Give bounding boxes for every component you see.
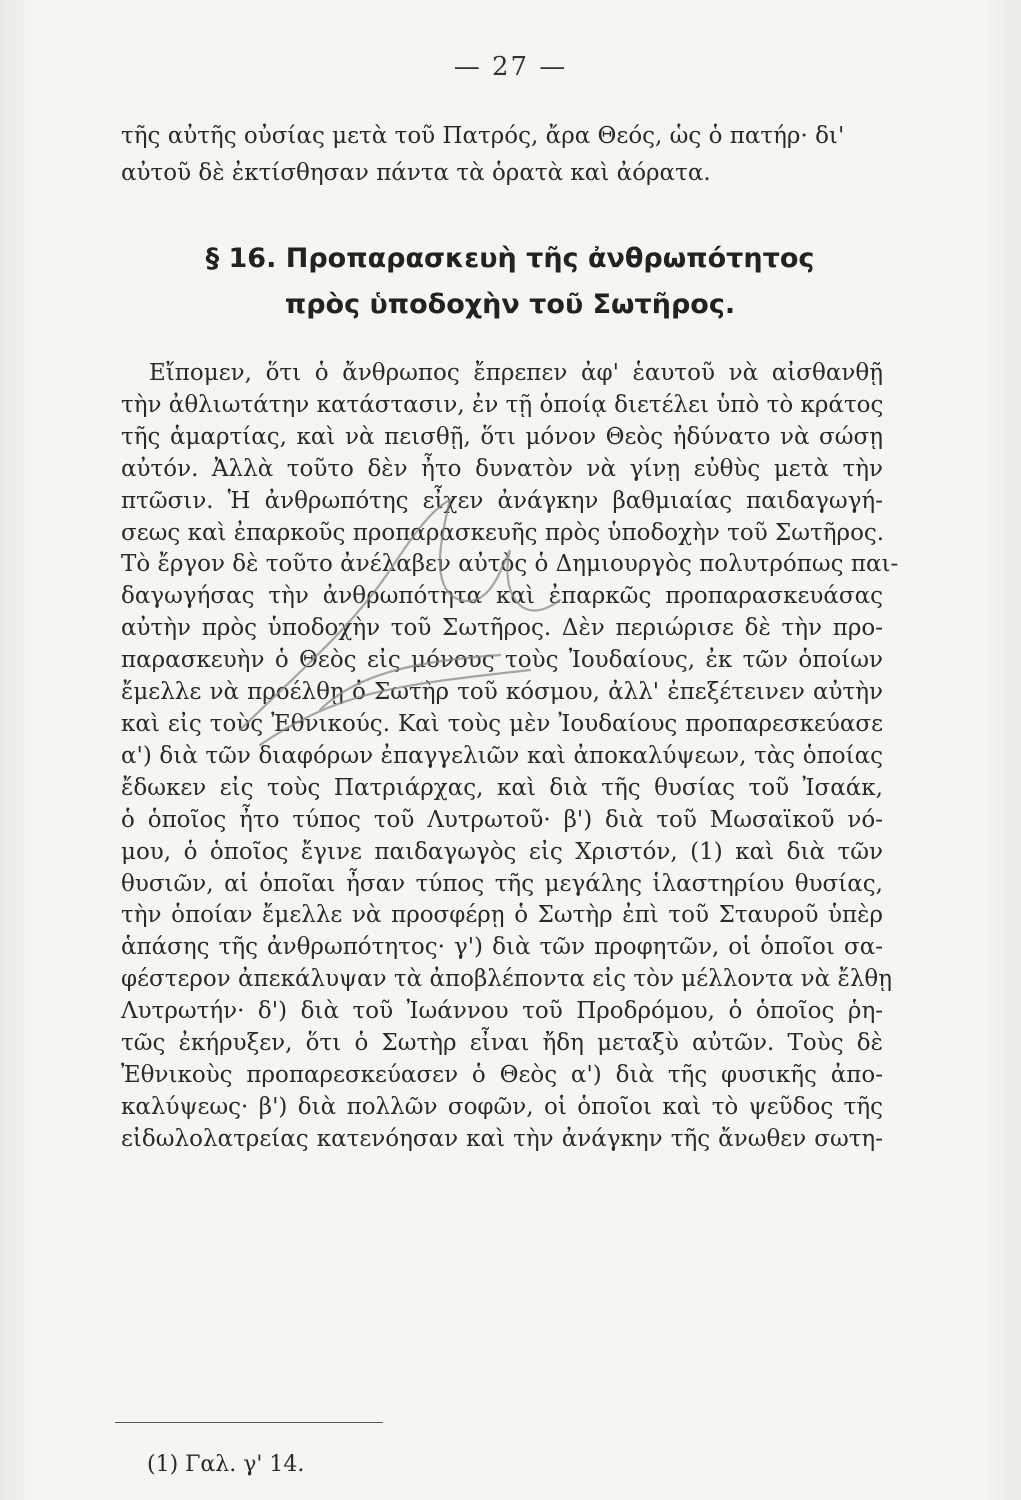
text-line: τὴν ὁποίαν ἔμελλε νὰ προσφέρῃ ὁ Σωτὴρ ἐπὶ τοῦ Σταυροῦ ὑπὲρ — [121, 902, 883, 929]
section-heading — [140, 236, 880, 328]
text-line: καλύψεως· β') διὰ πολλῶν σοφῶν, οἱ ὁποῖοι καὶ τὸ ψεῦδος τῆς — [121, 1093, 883, 1120]
text-line: φέστερον ἀπεκάλυψαν τὰ ἀποβλέποντα εἰς τὸν μέλλοντα νὰ ἔλθῃ — [121, 966, 893, 993]
text-line: Ἐθνικοὺς προπαρεσκεύασεν ὁ Θεὸς α') διὰ τῆς φυσικῆς ἀπο- — [121, 1061, 883, 1088]
body-paragraph — [121, 358, 899, 1156]
text-line: Λυτρωτήν· δ') διὰ τοῦ Ἰωάννου τοῦ Προδρόμου, ὁ ὁποῖος ῥη- — [121, 998, 883, 1025]
text-line: παρασκευὴν ὁ Θεὸς εἰς μόνους τοὺς Ἰουδαίους, ἐκ τῶν ὁποίων — [121, 647, 883, 674]
text-line: θυσιῶν, αἱ ὁποῖαι ἦσαν τύπος τῆς μεγάλης ἱλαστηρίου θυσίας, — [121, 870, 883, 897]
text-line: τῶς ἐκήρυξεν, ὅτι ὁ Σωτὴρ εἶναι ἤδη μεταξὺ αὐτῶν. Τοὺς δὲ — [121, 1030, 883, 1057]
text-line: ἁπάσης τῆς ἀνθρωπότητος· γ') διὰ τῶν προφητῶν, οἱ ὁποῖοι σα- — [121, 934, 883, 961]
text-line: μου, ὁ ὁποῖος ἔγινε παιδαγωγὸς εἰς Χριστόν, (1) καὶ διὰ τῶν — [121, 838, 883, 865]
text-line: Εἴπομεν, ὅτι ὁ ἄνθρωπος ἔπρεπεν ἀφ' ἑαυτοῦ νὰ αἰσθανθῇ — [149, 360, 883, 386]
text-line: πτῶσιν. Ἡ ἀνθρωπότης εἶχεν ἀνάγκην βαθμιαίας παιδαγωγή- — [121, 487, 883, 514]
footnote-divider — [115, 1422, 383, 1423]
section-heading-line-2: πρὸς ὑποδοχὴν τοῦ Σωτῆρος. — [284, 289, 736, 320]
text-line: ὁ ὁποῖος ἦτο τύπος τοῦ Λυτρωτοῦ· β') διὰ τοῦ Μωσαϊκοῦ νό- — [121, 806, 883, 833]
text-line: δαγωγήσας τὴν ἀνθρωπότητα καὶ ἐπαρκῶς προπαρασκευάσας — [121, 583, 883, 610]
footnote: (1) Γαλ. γ' 14. — [147, 1452, 305, 1477]
text-line: τῆς αὐτῆς οὐσίας μετὰ τοῦ Πατρός, ἄρα Θεός, ὡς ὁ πατήρ· δι' — [121, 123, 845, 149]
section-heading-line-1: § 16. Προπαρασκευὴ τῆς ἀνθρωπότητος — [205, 243, 815, 274]
text-line: εἰδωλολατρείας κατενόησαν καὶ τὴν ἀνάγκην τῆς ἄνωθεν σωτη- — [121, 1125, 883, 1152]
page-number: — 27 — — [453, 52, 568, 82]
text-line: α') διὰ τῶν διαφόρων ἐπαγγελιῶν καὶ ἀποκαλύψεων, τὰς ὁποίας — [121, 742, 883, 769]
text-line: αὐτοῦ δὲ ἐκτίσθησαν πάντα τὰ ὁρατὰ καὶ ἀόρατα. — [121, 160, 711, 186]
text-line: καὶ εἰς τοὺς Ἐθνικούς. Καὶ τοὺς μὲν Ἰουδαίους προπαρεσκεύασε — [121, 710, 883, 737]
text-line: τὴν ἀθλιωτάτην κατάστασιν, ἐν τῇ ὁποίᾳ διετέλει ὑπὸ τὸ κράτος — [121, 391, 884, 418]
text-line: αὐτόν. Ἀλλὰ τοῦτο δὲν ἦτο δυνατὸν νὰ γίνῃ εὐθὺς μετὰ τὴν — [121, 455, 883, 482]
text-line: Τὸ ἔργον δὲ τοῦτο ἀνέλαβεν αὐτὸς ὁ Δημιουργὸς πολυτρόπως παι- — [121, 551, 899, 578]
text-line: ἔδωκεν εἰς τοὺς Πατριάρχας, καὶ διὰ τῆς θυσίας τοῦ Ἰσαάκ, — [121, 774, 883, 801]
intro-paragraph — [121, 118, 881, 192]
text-line: ἔμελλε νὰ προέλθῃ ὁ Σωτὴρ τοῦ κόσμου, ἀλλ' ἐπεξέτεινεν αὐτὴν — [121, 679, 883, 706]
text-line: αὐτὴν πρὸς ὑποδοχὴν τοῦ Σωτῆρος. Δὲν περιώρισε δὲ τὴν προ- — [121, 615, 883, 642]
text-line: σεως καὶ ἐπαρκοῦς προπαρασκευῆς πρὸς ὑποδοχὴν τοῦ Σωτῆρος. — [121, 519, 885, 546]
text-line: τῆς ἁμαρτίας, καὶ νὰ πεισθῇ, ὅτι μόνον Θεὸς ἠδύνατο νὰ σώσῃ — [121, 423, 883, 450]
